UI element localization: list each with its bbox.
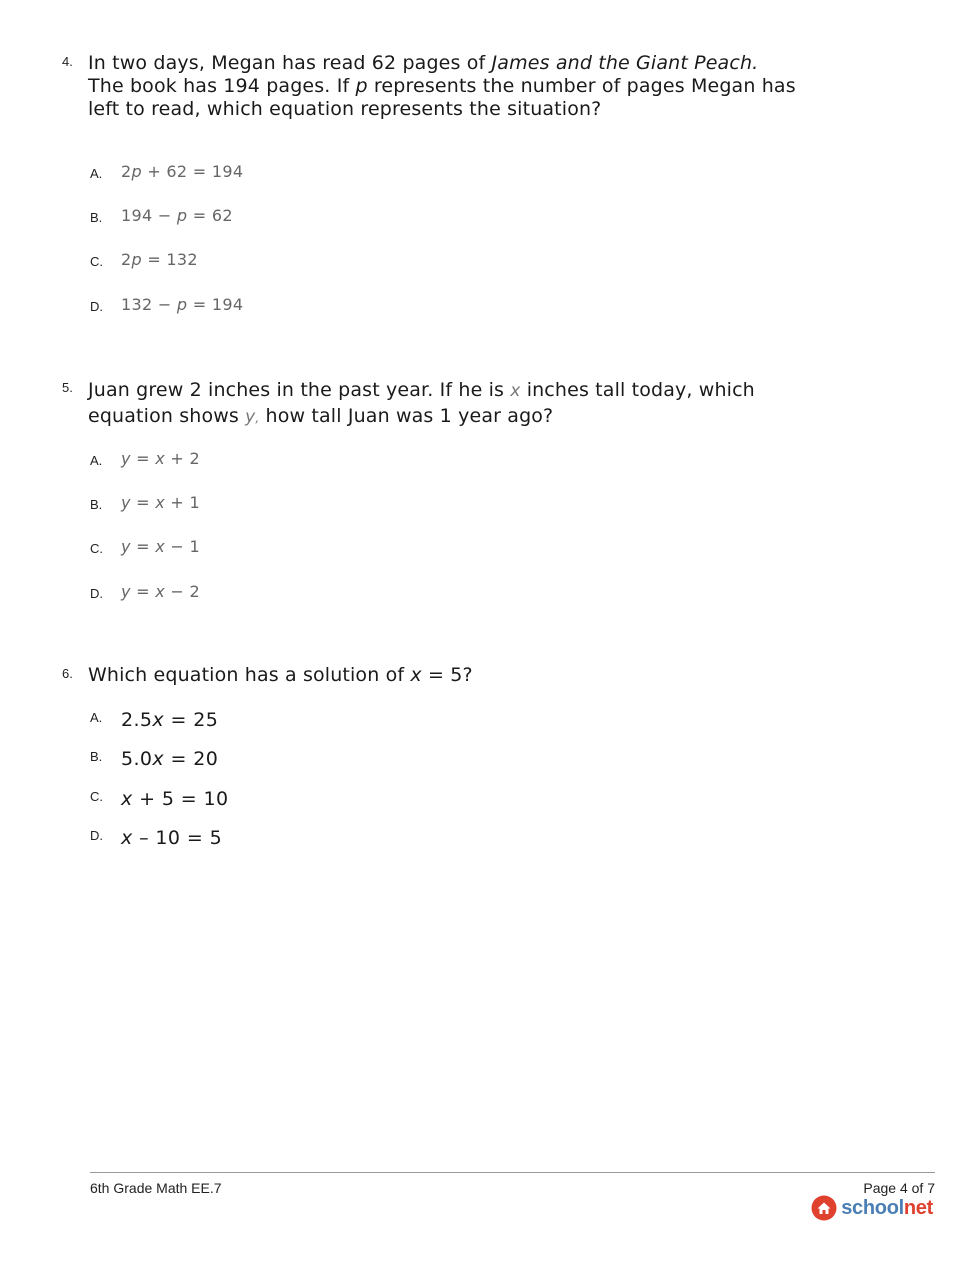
question-text: Juan grew 2 inches in the past year. If he is x inches tall today, which equation shows y, how tall Juan was 1 year ago? <box>88 379 755 427</box>
option-letter: A. <box>90 166 103 181</box>
option-letter: C. <box>90 254 103 269</box>
option-letter: D. <box>90 299 103 314</box>
option-equation: y = x + 2 <box>121 449 201 468</box>
option-equation: x – 10 = 5 <box>121 827 223 849</box>
footer-divider <box>90 1172 935 1173</box>
option-equation: 194 − p = 62 <box>121 206 233 225</box>
option-equation: 2.5x = 25 <box>121 709 219 731</box>
question-number: 4. <box>62 54 73 69</box>
option-equation: 5.0x = 20 <box>121 748 219 770</box>
question-number: 5. <box>62 380 73 395</box>
option-letter: D. <box>90 586 103 601</box>
option-letter: D. <box>90 828 103 843</box>
house-icon <box>811 1195 837 1221</box>
option-equation: x + 5 = 10 <box>121 788 229 810</box>
footer-course-title: 6th Grade Math EE.7 <box>90 1180 222 1196</box>
logo-wordmark: schoolnet <box>841 1196 933 1219</box>
option-letter: A. <box>90 453 103 468</box>
option-equation: 132 − p = 194 <box>121 295 244 314</box>
option-letter: B. <box>90 497 103 512</box>
option-letter: B. <box>90 210 103 225</box>
question-number: 6. <box>62 666 73 681</box>
footer-page-number: Page 4 of 7 <box>863 1180 935 1196</box>
option-equation: 2p + 62 = 194 <box>121 162 244 181</box>
option-equation: y = x + 1 <box>121 493 201 512</box>
question-text: In two days, Megan has read 62 pages of James and the Giant Peach. The book has 194 pages. If p represents the number of pages Megan has left to read, which equation represents the situation? <box>88 52 796 120</box>
question-text: Which equation has a solution of x = 5? <box>88 664 473 686</box>
option-equation: y = x − 2 <box>121 582 201 601</box>
schoolnet-logo <box>811 1194 933 1222</box>
option-letter: B. <box>90 749 103 764</box>
option-letter: C. <box>90 789 103 804</box>
option-letter: A. <box>90 710 103 725</box>
option-letter: C. <box>90 541 103 556</box>
option-equation: y = x − 1 <box>121 537 201 556</box>
option-equation: 2p = 132 <box>121 250 198 269</box>
book-title: James and the Giant Peach. <box>491 52 759 74</box>
